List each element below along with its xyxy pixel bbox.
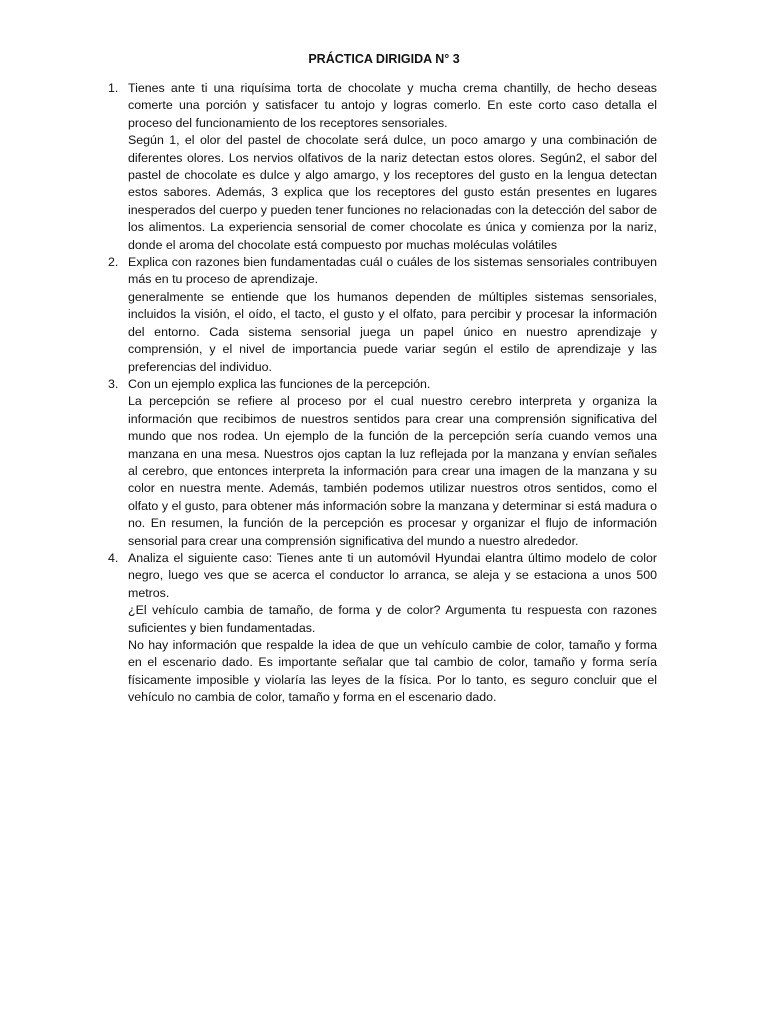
item-number: 4. (108, 550, 119, 565)
answer-text: La percepción se refiere al proceso por el cual nuestro cerebro interpreta y organiza la información que recibimos de nuestros sentidos para crear una comprensión significativa del mundo que nos rodea. Un ejemplo de la función de la percepción sería cuando vemos una manzana en una mesa. Nuestros ojos captan la luz reflejada por la manzana y envían señales al cerebro, que entonces interpreta la información para crear una imagen de la manzana y su color en nuestra mente. Además, también podemos utilizar nuestros otros sentidos, como el olfato y el gusto, para obtener más información sobre la manzana y determinar si está madura o no. En resumen, la función de la percepción es procesar y organizar el flujo de información sensorial para crear una comprensión significativa del mundo a nuestro alrededor. (128, 394, 657, 548)
answer-text: Según 1, el olor del pastel de chocolate será dulce, un poco amargo y una combinación de diferentes olores. Los nervios olfativos de la nariz detectan estos olores. Según2, el sabor del pastel de chocolate es dulce y algo amargo, y los receptores del gusto en la lengua detectan estos sabores. Además, 3 explica que los receptores del gusto están presentes en lugares inesperados del cuerpo y pueden tener funciones no relacionadas con la detección del sabor de los alimentos. La experiencia sensorial de comer chocolate es única y comienza por la nariz, donde el aroma del chocolate está compuesto por muchas moléculas volátiles (128, 133, 657, 252)
question-item-2 (108, 254, 657, 376)
question-list (108, 80, 657, 707)
question-text: Analiza el siguiente caso: Tienes ante ti un automóvil Hyundai elantra último modelo de color negro, luego ves que se acerca el conductor lo arranca, se aleja y se estaciona a unos 500 metros. (128, 550, 657, 600)
item-number: 2. (108, 255, 119, 270)
question-item-4 (108, 550, 657, 707)
question-item-1 (108, 80, 657, 254)
answer-text: No hay información que respalde la idea de que un vehículo cambie de color, tamaño y forma en el escenario dado. Es importante señalar que tal cambio de color, tamaño y forma sería físicamente imposible y violaría las leyes de la física. Por lo tanto, es seguro concluir que el vehículo no cambia de color, tamaño y forma en el escenario dado. (128, 638, 657, 705)
question-text: Con un ejemplo explica las funciones de la percepción. (128, 376, 431, 391)
answer-text: generalmente se entiende que los humanos dependen de múltiples sistemas sensoriales, incluidos la visión, el oído, el tacto, el gusto y el olfato, para percibir y procesar la información del entorno. Cada sistema sensorial juega un papel único en nuestro aprendizaje y comprensión, y el nivel de importancia puede variar según el estilo de aprendizaje y las preferencias del individuo. (128, 289, 657, 374)
item-number: 3. (108, 376, 119, 391)
question-text: Explica con razones bien fundamentadas cuál o cuáles de los sistemas sensoriales contribuyen más en tu proceso de aprendizaje. (128, 255, 657, 287)
question-text: Tienes ante ti una riquísima torta de chocolate y mucha crema chantilly, de hecho deseas comerte una porción y satisfacer tu antojo y logras comerlo. En este corto caso detalla el proceso del funcionamiento de los receptores sensoriales. (128, 81, 657, 130)
item-number: 1. (108, 81, 119, 95)
question-item-3 (108, 376, 657, 550)
document-title: PRÁCTICA DIRIGIDA N° 3 (308, 52, 460, 66)
question-text-followup: ¿El vehículo cambia de tamaño, de forma y de color? Argumenta tu respuesta con razones suficientes y bien fundamentadas. (128, 603, 657, 635)
